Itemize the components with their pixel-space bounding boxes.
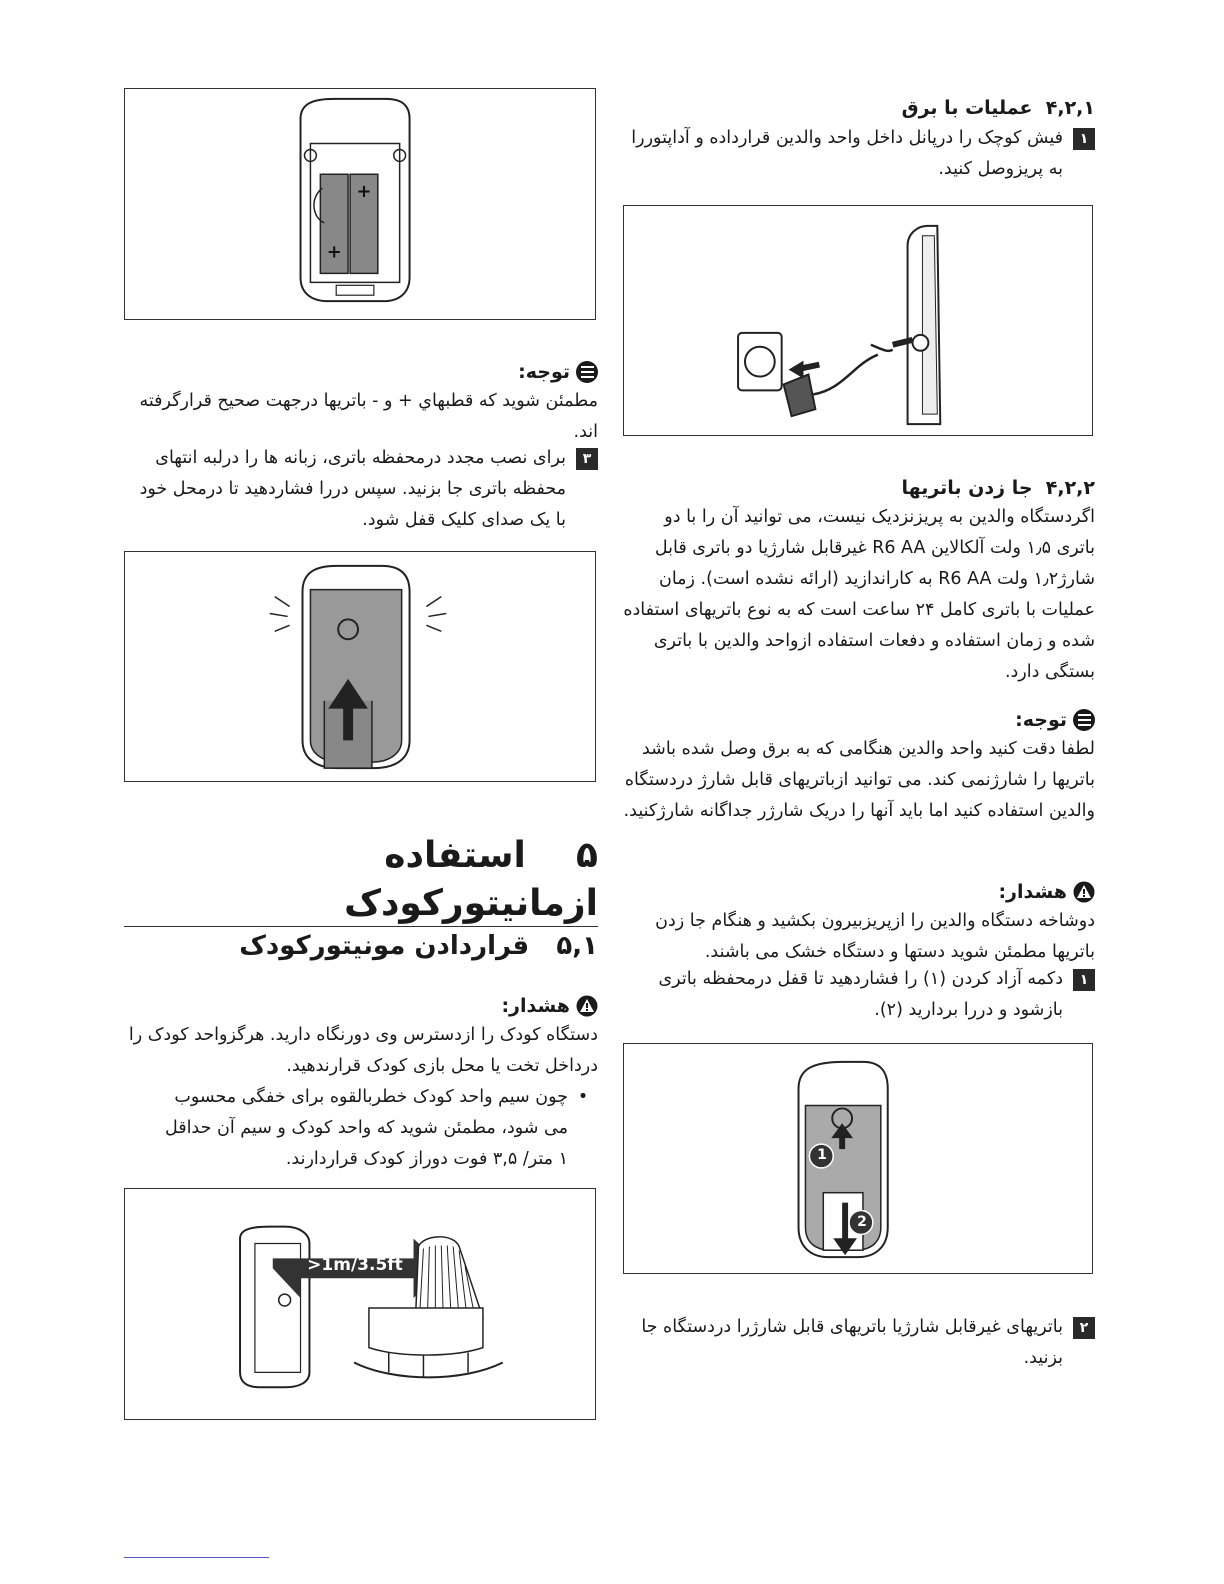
- section-number: ۴,۲,۲: [1045, 477, 1095, 499]
- close-cover-illustration: [125, 552, 595, 781]
- note-icon: [576, 361, 598, 383]
- chapter-divider: [124, 926, 598, 927]
- note-text: مطمئن شوید که قطبهاي + و - باتریها درجهت صحیح قرارگرفته اند.: [139, 391, 598, 442]
- step-text: باتریهای غیرقابل شارژیا باتریهای قابل شارژرا دردستگاه جا بزنید.: [641, 1317, 1063, 1368]
- step-text: دکمه آزاد کردن (۱) را فشاردهید تا قفل درمحفظه باتری بازشود و دررا بردارید (۲).: [658, 969, 1063, 1020]
- bullet-dot-icon: •: [577, 1087, 589, 1107]
- figure-distance: [124, 1188, 596, 1420]
- section-number: ۴,۲,۱: [1045, 97, 1095, 119]
- svg-text:+: +: [356, 181, 372, 203]
- callout-1: 1: [817, 1147, 827, 1163]
- warning-heading: [501, 992, 598, 1020]
- figure-adapter: [623, 205, 1093, 436]
- step-number: ۳: [576, 448, 598, 470]
- chapter-heading: [124, 832, 598, 928]
- distance-label: >1m/3.5ft: [307, 1255, 403, 1275]
- section-heading-4-2-2: [623, 474, 1095, 502]
- step-text: برای نصب مجدد درمحفظه باتری، زبانه ها را درلبه انتهای محفظه باتری جا بزنید. سپس دررا فشاردهید تا درمحل خود با یک صدای کلیک قفل شود.: [139, 448, 566, 530]
- step-1-power: [623, 123, 1095, 185]
- section-number: ۵,۱: [556, 931, 598, 961]
- step-1-battery: [623, 964, 1095, 1026]
- batteries-paragraph: اگردستگاه والدین به پریزنزدیک نیست، می توانید آن را با دو باتری ۱٫۵ ولت آلکالاین R6 AA غیرقابل شارژیا دو باتری قابل شارژ۱٫۲ ولت R6 AA به کاراندازید (ارائه نشده است). زمان عملیات با باتری کامل ۲۴ ساعت است که به نوع باتریهای استفاده شده و زمان استفاده و دفعات استفاده ازواحد والدین با باتری بستگی دارد.: [623, 507, 1095, 682]
- step-number: ۲: [1073, 1317, 1095, 1339]
- warning-title: هشدار:: [501, 995, 570, 1017]
- section-heading-4-2-1: [623, 94, 1095, 122]
- note-heading: [518, 358, 598, 386]
- battery-compartment-illustration: [125, 89, 595, 319]
- note-title: توجه:: [1015, 709, 1067, 731]
- bullet-text: چون سیم واحد کودک خطربالقوه برای خفگی محسوب می شود، مطمئن شوید که واحد کودک و سیم آن حداقل ۱ متر/ ۳,۵ فوت دوراز کودک قراردارند.: [164, 1087, 568, 1169]
- adapter-illustration: [624, 206, 1092, 435]
- step-text: فیش کوچک را درپانل داخل واحد والدین قرارداده و آداپتوررا به پریزوصل کنید.: [631, 128, 1063, 179]
- warning-title: هشدار:: [998, 881, 1067, 903]
- figure-open-cover: [623, 1043, 1093, 1274]
- warning-text: دوشاخه دستگاه والدین را ازپریزبیرون بکشید و هنگام جا زدن باتریها مطمئن شوید دستها و دستگاه خشک می باشند.: [655, 911, 1095, 962]
- step-3-battery: [124, 443, 598, 536]
- warning-text: دستگاه کودک را ازدسترس وی دورنگاه دارید. هرگزواحد کودک را درداخل تخت یا محل بازی کودک قرارندهید.: [128, 1025, 598, 1076]
- step-number: ۱: [1073, 969, 1095, 991]
- chapter-number: ۵: [576, 835, 598, 876]
- svg-text:+: +: [326, 241, 342, 263]
- section-title: جا زدن باتریها: [901, 477, 1033, 499]
- section-title: قراردادن مونیتورکودک: [239, 931, 530, 961]
- warning-heading: [998, 878, 1095, 906]
- section-title: عملیات با برق: [901, 97, 1033, 119]
- step-number: ۱: [1073, 128, 1095, 150]
- warning-icon: [576, 995, 598, 1017]
- note-heading: [1015, 706, 1095, 734]
- open-cover-illustration: [624, 1044, 1092, 1273]
- bullet-item: [124, 1082, 598, 1175]
- chapter-title: استفاده ازمانیتورکودک: [344, 835, 598, 924]
- note-title: توجه:: [518, 361, 570, 383]
- figure-close-cover: [124, 551, 596, 782]
- step-2-battery: [623, 1312, 1095, 1374]
- footer-rule: [124, 1557, 269, 1558]
- warning-icon: [1073, 881, 1095, 903]
- callout-2: 2: [857, 1214, 867, 1230]
- section-heading-5-1: [124, 928, 598, 964]
- note-icon: [1073, 709, 1095, 731]
- figure-battery-compartment: [124, 88, 596, 320]
- distance-illustration: [125, 1189, 595, 1419]
- note-text: لطفا دقت کنید واحد والدین هنگامی که به برق وصل شده باشد باتریها را شارژنمی کند. می توانید ازباتریهای قابل شارژ دردستگاه والدین استفاده کنید اما باید آنها را دریک شارژر جداگانه شارژکنید.: [623, 739, 1095, 821]
